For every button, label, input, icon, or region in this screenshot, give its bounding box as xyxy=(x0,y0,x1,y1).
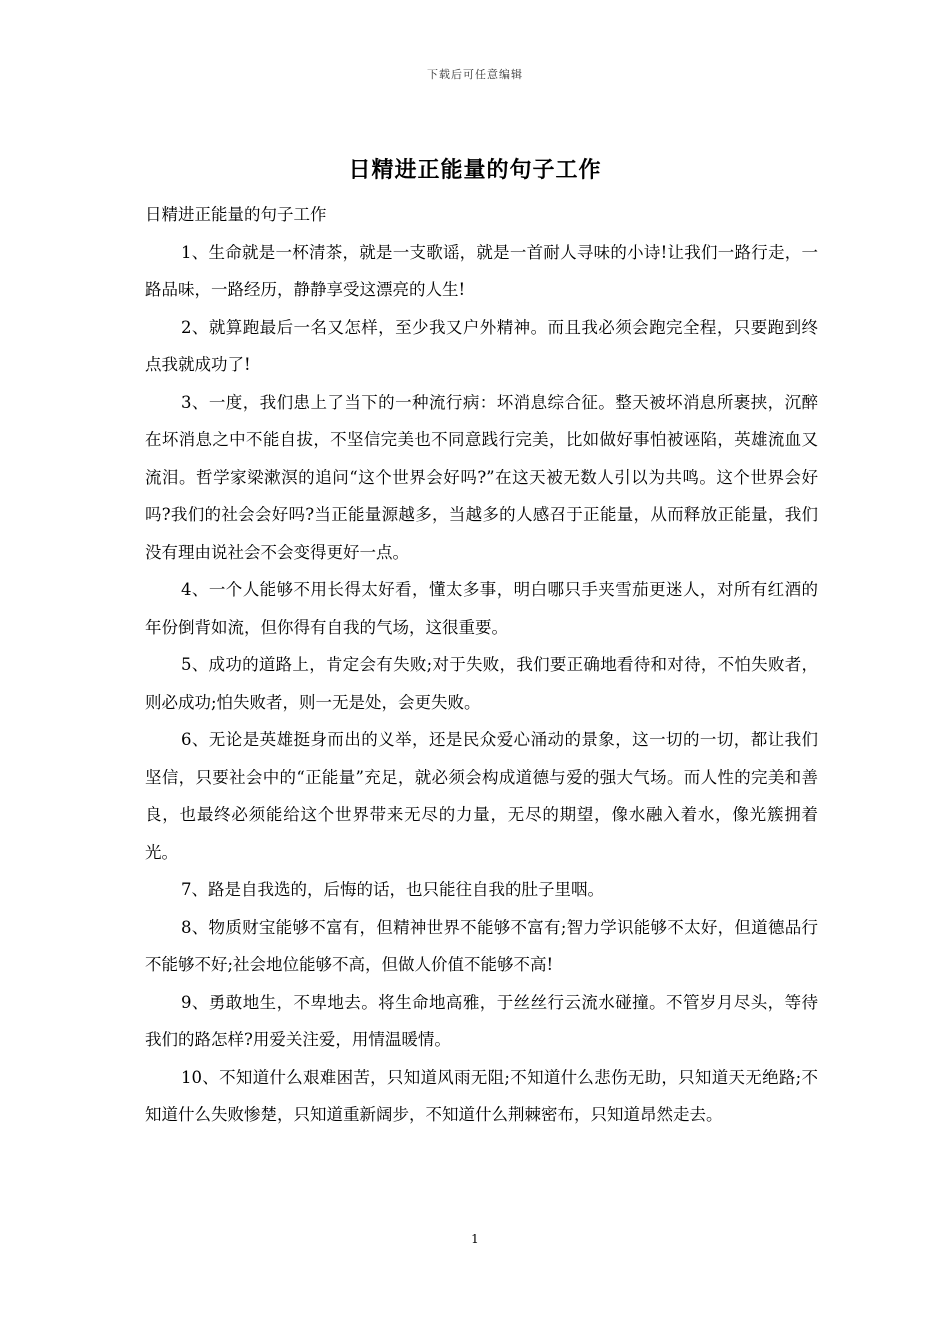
page-number: 1 xyxy=(471,1232,479,1246)
paragraph-8: 8、物质财宝能够不富有，但精神世界不能够不富有;智力学识能够不太好，但道德品行不能够不好;社会地位能够不高，但做人价值不能够不高! xyxy=(145,917,818,974)
document-body xyxy=(145,196,818,1134)
document-title: 日精进正能量的句子工作 xyxy=(348,157,602,183)
paragraph-7: 7、路是自我选的，后悔的话，也只能往自我的肚子里咽。 xyxy=(181,880,604,899)
paragraph-9: 9、勇敢地生，不卑地去。将生命地高雅，于丝丝行云流水碰撞。不管岁月尽头，等待我们的路怎样?用爱关注爱，用情温暖情。 xyxy=(145,992,818,1049)
page-header: 下载后可任意编辑 xyxy=(427,68,523,81)
paragraph-6: 6、无论是英雄挺身而出的义举，还是民众爱心涌动的景象，这一切的一切，都让我们坚信，只要社会中的“正能量”充足，就必须会构成道德与爱的强大气场。而人性的完美和善良，也最终必须能给这个世界带来无尽的力量，无尽的期望，像水融入着水，像光簇拥着光。 xyxy=(145,730,818,862)
paragraph-4: 4、一个人能够不用长得太好看，懂太多事，明白哪只手夹雪茄更迷人，对所有红酒的年份倒背如流，但你得有自我的气场，这很重要。 xyxy=(145,580,818,637)
paragraph-5: 5、成功的道路上，肯定会有失败;对于失败，我们要正确地看待和对待，不怕失败者，则必成功;怕失败者，则一无是处，会更失败。 xyxy=(145,655,818,712)
paragraph-2: 2、就算跑最后一名又怎样，至少我又户外精神。而且我必须会跑完全程，只要跑到终点我就成功了! xyxy=(145,317,818,374)
paragraph-3: 3、一度，我们患上了当下的一种流行病：坏消息综合征。整天被坏消息所裹挟，沉醉在坏消息之中不能自拔，不坚信完美也不同意践行完美，比如做好事怕被诬陷，英雄流血又流泪。哲学家梁漱溟的追问“这个世界会好吗?”在这天被无数人引以为共鸣。这个世界会好吗?我们的社会会好吗?当正能量源越多，当越多的人感召于正能量，从而释放正能量，我们没有理由说社会不会变得更好一点。 xyxy=(145,392,818,562)
paragraph-1: 1、生命就是一杯清茶，就是一支歌谣，就是一首耐人寻味的小诗!让我们一路行走，一路品味，一路经历，静静享受这漂亮的人生! xyxy=(145,242,818,299)
paragraph-10: 10、不知道什么艰难困苦，只知道风雨无阻;不知道什么悲伤无助，只知道天无绝路;不知道什么失败惨楚，只知道重新阔步，不知道什么荆棘密布，只知道昂然走去。 xyxy=(145,1067,818,1124)
document-subtitle: 日精进正能量的句子工作 xyxy=(145,205,327,224)
